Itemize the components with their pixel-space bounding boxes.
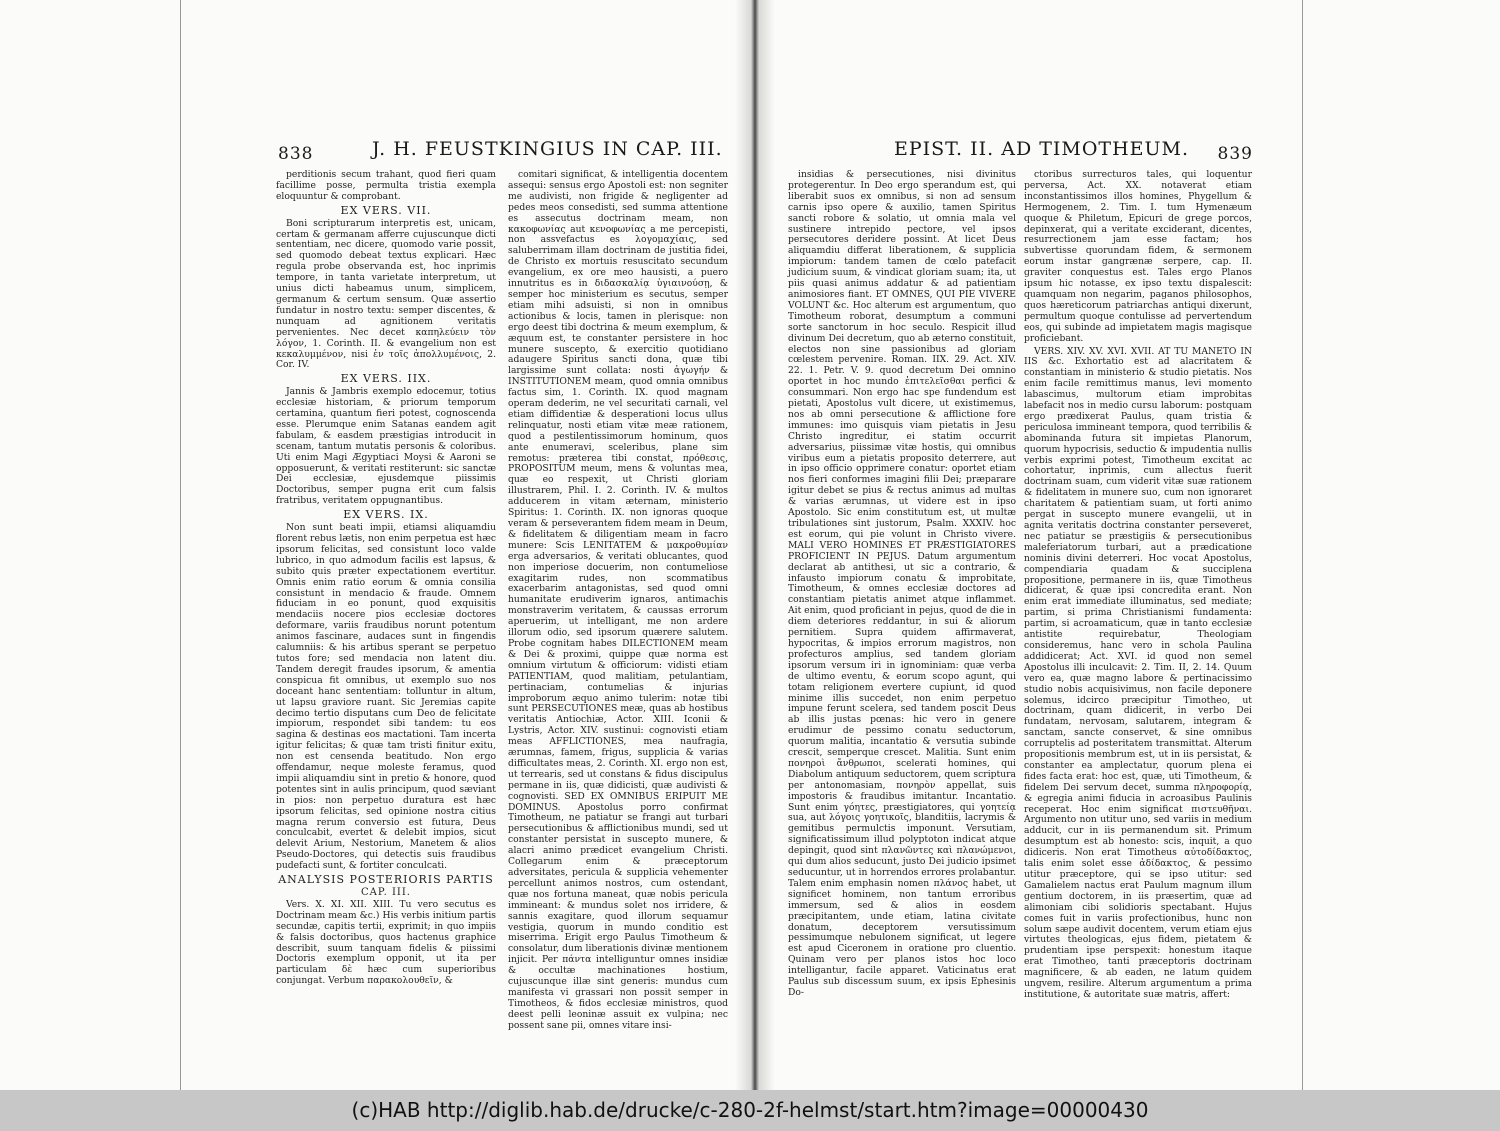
left-column-2 — [508, 170, 728, 1034]
paragraph: ctoribus surrecturos tales, qui loquentur perversa, Act. XX. notaverat etiam inconstantissimos illos homines, Phygellum & Hermogenem, 2. Tim. I. tum Hymenæum quoque & Philetum, Epicuri de grege porcos, depinxerat, qui a veritate exciderant, dicentes, resurrectionem jam esse factam; hos subvertisse quorundam fidem, & sermonem eorum instar gangrænæ serpere, cap. II. graviter conquestus est. Tales ergo Planos ipsum hic notasse, ex ipso textu dispalescit: quamquam non negarim, paganos philosophos, quos hæreticorum patriarchas antiqui dixerunt, permultum quoque contulisse ad pervertendum eos, qui subinde ad impietatem magis magisque proficiebant. — [1024, 169, 1252, 344]
copyright-footer — [0, 1090, 1500, 1131]
book-gutter — [735, 0, 775, 1090]
paragraph: perditionis secum trahant, quod fieri quam facillime posse, permulta tristia exempla eloquuntur & comprobant. — [276, 169, 496, 202]
right-running-head — [782, 136, 1257, 166]
right-column-1 — [788, 170, 1016, 1001]
section-heading: EX VERS. IIX. — [340, 372, 432, 386]
left-column-1 — [276, 170, 496, 989]
right-running-title: EPIST. II. AD TIMOTHEUM. — [894, 138, 1190, 160]
left-running-title: J. H. FEUSTKINGIUS IN CAP. III. — [372, 138, 723, 160]
paragraph: Boni scripturarum interpretis est, unicam, certam & germanam afferre cujuscunque dicti sententiam, nec dicere, quomodo varie possit, sed quomodo debeat textus explicari. Hæc regula probe observanda est, hoc inprimis tempore, in tanta varietate interpretum, ut unius dicti habeamus unum, simplicem, germanum & certum sensum. Quæ assertio fundatur in nostro textu: semper discentes, & nunquam ad agnitionem veritatis pervenientes. Nec decet καπηλεύειν τὸν λόγον, 1. Corinth. II. & evangelium non est κεκαλυμμένον, nisi ἐν τοῖς ἀπολλυμένοις, 2. Cor. IV. — [276, 217, 496, 371]
section-heading: EX VERS. VII. — [340, 203, 432, 217]
left-page-edge — [180, 0, 181, 1090]
copyright-url: (c)HAB http://diglib.hab.de/drucke/c-280-2f-helmst/start.htm?image=00000430 — [351, 1098, 1149, 1122]
paragraph: insidias & persecutiones, nisi divinitus protegerentur. In Deo ergo sperandum est, qui liberabit suos ex omnibus, si non ad sensum carnis ipso opere & auxilio, tamen Spiritus sancti robore & solatio, ut omnia mala vel sustinere intrepido pectore, vel ipsos persecutores deridere possint. At licet Deus aliquamdiu differat liberationem, & supplicia impiorum: tandem tamen de cœlo patefacit judicium suum, & vindicat gloriam suam; ita, ut piis quasi animus addatur & ad patientiam animosiores fiant. ET OMNES, QUI PIE VIVERE VOLUNT &c. Hoc alterum est argumentum, quo Timotheum roborat, desumptum a communi sorte sanctorum in hoc seculo. Respicit illud divinum Dei decretum, quo ab æterno constituit, electos non sine passionibus ad gloriam cœlestem pervenire. Roman. IIX. 29. Act. XIV. 22. 1. Petr. V. 9. quod decretum Dei omnino oportet in hoc mundo ἐπιτελεῖσθαι perfici & consummari. Non ergo hac spe fundendum est pietati, Apostolus vult dicere, ut existimemus, nos ab omni persecutione & afflictione fore immunes: imo quisquis viam pietatis in Jesu Christo ingreditur, ei statim occurrit adversarius, piissimæ vitæ hostis, qui omnibus viribus eum a pietatis proposito deterrere, aut in ipso officio opprimere conatur: oportet etiam nos fieri conformes imagini filii Dei; præparare igitur debet se pius & rectus animus ad multas & varias ærumnas, ut videre est in ipso Apostolo. Sic enim constitutum est, ut multæ tribulationes sint justorum, Psalm. XXXIV. hoc est eorum, qui pie volunt in Christo vivere. MALI VERO HOMINES ET PRÆSTIGIATORES PROFICIENT IN PEJUS. Datum argumentum declarat ab antithesi, ut sic a contrario, & infausto impiorum conatu & improbitate, Timotheum, & omnes ecclesiæ doctores ad constantiam pietatis animet atque inflammet. Ait enim, quod proficiant in pejus, quod de die in diem deteriores reddantur, in sui & aliorum pernitiem. Supra quidem affirmaverat, hypocritas, & impios errorum magistros, non profecturos amplius, sed tandem gloriam ipsorum versum iri in ignominiam: quæ verba de ultimo eventu, & eorum scopo agunt, qui totam religionem evertere cupiunt, id quod minime illis succedet, non enim perpetuo impune ferunt scelera, sed tandem poscit Deus ab illis justas pœnas: hic vero in genere erudimur de pessimo conatu seductorum, quorum malitia, incantatio & versutia subinde crescit, semperque crescet. Malitia. Sunt enim πονηροὶ ἄνθρωποι, scelerati homines, qui Diabolum antiquum seductorem, quem scriptura per antonomasiam, πονηρὸν appellat, suis impostoris & fraudibus imitantur. Incantatio. Sunt enim γόητες, præstigiatores, qui γοητείᾳ sua, aut λόγοις γοητικοῖς, blanditiis, lacrymis & gemitibus permulctis imponunt. Versutiam, significatissimum illud polyptoton indicat atque depingit, quod sint πλανῶντες καὶ πλανώμενοι, qui dum alios seducunt, justo Dei judicio ipsimet seducuntur, ut in horrendos errores prolabantur. Talem enim emphasin nomen πλάνος habet, ut significet hominem, non tantum erroribus immersum, sed & alios in eosdem præcipitantem, unde etiam, latina civitate donatum, deceptorem versutissimum pessimumque nebulonem significat, ut legere est apud Ciceronem in oratione pro cluentio. Quinam vero per planos istos hoc loco intelligantur, facile apparet. Vaticinatus erat Paulus sub discessum suum, ex ipsis Ephesinis Do- — [788, 169, 1017, 998]
section-heading: ANALYSIS POSTERIORIS PARTIS — [278, 873, 494, 887]
left-running-head — [270, 136, 730, 166]
paragraph: Vers. X. XI. XII. XIII. Tu vero secutus es Doctrinam meam &c.) His verbis initium partis secundæ, capitis tertii, exprimit; in quo impiis & falsis doctoribus, quos hactenus graphice describit, suum tanquam fidelis & piissimi Doctoris exemplum opponit, ut ita per particulam δὲ hæc cum superioribus conjungat. Verbum παρακολουθεῖν, & — [276, 898, 496, 987]
left-page — [270, 0, 730, 1090]
paragraph: Jannis & Jambris exemplo edocemur, totius ecclesiæ historiam, & priorum temporum certamina, quantum fieri potest, cognoscenda esse. Plerumque enim Satanas eandem agit fabulam, & easdem præstigias introducit in scenam, tantum mutatis personis & coloribus. Uti enim Magi Ægyptiaci Moysi & Aaroni se opposuerunt, & veritati restiterunt: sic sanctæ Dei ecclesiæ, ejusdemque piissimis Doctoribus, semper pugna erit cum falsis fratribus, veritatem oppugnantibus. — [276, 386, 496, 507]
right-column-2 — [1024, 170, 1252, 1003]
left-page-number: 838 — [278, 144, 314, 164]
paragraph: comitari significat, & intelligentia docentem assequi: sensus ergo Apostoli est: non segniter me audivisti, non frigide & negligenter ad pedes meos consedisti, sed summa attentione es assecutus doctrinam meam, non κακοφωνίας aut κενοφωνίας a me percepisti, non assvefactus es λογομαχίαις, sed saluberrimam illam doctrinam de justitia fidei, de Christo ex mortuis resuscitato secundum evangelium, ex ore meo hausisti, a puero innutritus es in διδασκαλίᾳ ὑγιαινούσῃ, & semper hoc ministerium es secutus, semper etiam mihi adsuisti, si non in omnibus actionibus & locis, tamen in plerisque: non ergo deest tibi doctrina & meum exemplum, & æquum est, te constanter persistere in hoc munere suscepto, & exercitio quotidiano adaugere Spiritus sancti dona, quæ tibi largissime sunt collata: nosti ἀγωγήν & INSTITUTIONEM meam, quod omnia omnibus factus sim, 1. Corinth. IX. quod magnam operam dederim, ne vel securitati carnali, vel etiam diffidentiæ & desperationi locus ullus relinquatur, nosti etiam vitæ meæ rationem, quod a pestilentissimorum hominum, quos ante enumeravi, sceleribus, plane sim remotus: præterea tibi constat, πρόθεσις, PROPOSITUM meum, mens & voluntas mea, quæ eo respexit, ut Christi gloriam illustrarem, Phil. I. 2. Corinth. IV. & multos adducerem in vitam æternam, ministerio Spiritus: 1. Corinth. IX. non ignoras quoque veram & perseverantem fidem meam in Deum, & fidelitatem & diligentiam meam in facro munere: Scis LENITATEM & μακροθυμίαν erga adversarios, & veritati oblucantes, quod non imperiose docuerim, non contumeliose exagitarim rudes, non scommatibus exacerbarim antagonistas, sed quod omni humanitate erudiverim ignaros, antimachis monstraverim veritatem, & caussas errorum aperuerim, ut intelligant, me non ardere illorum odio, sed ipsorum quærere salutem. Probe cognitam habes DILECTIONEM meam & Dei & proximi, quippe quæ norma est omnium virtutum & officiorum: vidisti etiam PATIENTIAM, quod malitiam, petulantiam, pertinaciam, contumelias & injurias improborum æquo animo tulerim: notæ tibi sunt PERSECUTIONES meæ, quas ab hostibus veritatis Antiochiæ, Actor. XIII. Iconii & Lystris, Actor. XIV. sustinui: cognovisti etiam meas AFFLICTIONES, mea naufragia, ærumnas, famem, frigus, supplicia & varias difficultates meas, 2. Corinth. XI. ergo non est, ut terrearis, sed ut constans & fidus discipulus permane in iis, quæ didicisti, quæ audivisti & cognovisti. SED EX OMNIBUS ERIPUIT ME DOMINUS. Apostolus porro confirmat Timotheum, ne patiatur se frangi aut turbari persecutionibus & afflictionibus mundi, sed ut constanter persistat in suscepto munere, & alacri animo prædicet evangelium Christi. Collegarum enim & præceptorum adversitates, pericula & supplicia vehementer percellunt animos nostros, cum ostendant, quæ nos fortuna maneat, quæ nobis pericula immineant: & mundus solet nos irridere, & sannis exagitare, quod illorum sequamur vestigia, quorum in mundo conditio est miserrima. Erigit ergo Paulus Timotheum & consolatur, dum liberationis divinæ mentionem injicit. Per πάντα intelliguntur omnes insidiæ & occultæ machinationes hostium, cujuscunque illæ sint generis: mundus cum manifesta vi grassari non possit semper in Timotheos, & fidos ecclesiæ ministros, quod deest pelli leoninæ assuit ex vulpina; nec possent sane pii, omnes vitare insi- — [508, 169, 728, 1031]
section-heading: CAP. III. — [361, 887, 411, 898]
section-heading: EX VERS. IX. — [343, 508, 429, 522]
paragraph: VERS. XIV. XV. XVI. XVII. AT TU MANETO IN IIS &c. Exhortatio est ad alacritatem & constantiam in ministerio & studio pietatis. Nos enim facile remittimus manus, levi momento labascimus, multorum etiam improbitas labefacit nos in medio cursu laborum: postquam ergo prædixerat Paulus, quam tristia & periculosa immineant tempora, quod terribilis & abominanda futura sit impietas Planorum, quorum hypocrisis, seductio & impudentia nullis verbis exprimi potest, Timotheum excitat ac cohortatur, inprimis, cum allectus fuerit doctrinam suam, cum viderit vitæ suæ rationem & fidelitatem in munere suo, cum non ignoraret charitatem & patientiam suam, ut forti animo pergat in suscepto munere evangelii, ut in agnita veritatis doctrina constanter perseveret, nec patiatur se præstigiis & persecutionibus maleferiatorum turbari, aut a prædicatione nominis divini deterreri. Hoc vocat Apostolus, compendiaria quadam & succiplena propositione, permanere in iis, quæ Timotheus didicerat, & quæ ipsi concredita erant. Non enim erat immediate illuminatus, sed mediate; partim, si prima Christianismi fundamenta: partim, si acroamaticum, quæ in tanto ecclesiæ antistite requirebatur, Theologiam consideremus, hanc vero in schola Paulina addidicerat; Act. XVI. id quod non semel Apostolus illi inculcavit: 2. Tim. II, 2. 14. Quum vero ea, quæ magno labore & pertinacissimo studio nobis acquisivimus, non facile deponere solemus, idcirco præcipitur Timotheo, ut doctrinam, quam didicerit, in verbo Dei fundatam, nervosam, salutarem, integram & sanctam, sancte conservet, & sine omnibus corruptelis ad posteritatem transmittat. Alterum propositionis membrum est, ut in iis persistat, & constanter ea amplectatur, quorum plena ei fides facta erat: hoc est, quæ, uti Timotheum, & fidelem Dei servum decet, summa πληροφορίᾳ, & egregia animi fiducia in acroasibus Paulinis receperat. Hoc enim significat πιστευθῆναι. Argumento non utitur uno, sed variis in medium adducit, cur in iis permanendum sit. Primum desumptum est ab honesto: scis, inquit, a quo didiceris. Non erat Timotheus αὐτοδίδακτος, talis enim solet esse ἀδίδακτος, & pessimo utitur præceptore, qui se ipso utitur: sed Gamalielem nactus erat Paulum magnum illum gentium doctorem, in iis præsertim, quæ ad alimoniam cibi solidioris spectabant. Hujus comes fuit in variis profectionibus, hunc non solum sæpe audivit docentem, verum etiam ejus virtutes theologicas, ejus fidem, pietatem & prudentiam ipse perspexit: honestum itaque erat Timotheo, tanti præceptoris doctrinam magnificere, & ab eaden, ne latum quidem ungvem, resilire. Alterum argumentum a prima institutione, & autoritate suæ matris, affert: — [1024, 345, 1252, 1000]
right-page-edge — [1302, 0, 1303, 1090]
right-page-number: 839 — [1217, 144, 1253, 164]
right-page — [782, 0, 1257, 1090]
paragraph: Non sunt beati impii, etiamsi aliquamdiu florent rebus lætis, non enim perpetua est hæc ipsorum felicitas, sed consistunt loco valde lubrico, in quo admodum facilis est lapsus, & subito quis præter expectationem evertitur. Omnis enim ratio eorum & omnia consilia consistunt in mendacio & fraude. Omnem fiduciam in eo ponunt, quod exquisitis mendaciis nocere pios ecclesiæ doctores deformare, variis fraudibus norunt potentum animos fascinare, audaces sunt in fingendis calumniis: & his artibus sperant se perpetuo tutos fore; sed mendacia non latent diu. Tandem deregit fraudes ipsorum, & amentia conspicua fit omnibus, ut exemplo suo nos doceant hanc sententiam: tolluntur in altum, ut lapsu graviore ruant. Sic Jeremias capite decimo tertio disputans cum Deo de felicitate impiorum, respondet sibi tandem: tu eos sagina & destinas eos mactationi. Tam incerta igitur felicitas; & quæ tam tristi finitur exitu, non est censenda beatitudo. Non ergo offendamur, neque moleste feramus, quod impii aliquamdiu sint in pretio & honore, quod potentes sint in aulis principum, quod sæviant in pios: non perpetuo duratura est hæc ipsorum felicitas, sed opinione nostra citius magna rerum conversio est futura, Deus conculcabit, evertet & delebit impios, sicut delevit Arium, Nestorium, Manetem & alios Pseudo-Doctores, qui detectis suis fraudibus pudefacti sunt, & fortiter conculcati. — [276, 522, 496, 872]
